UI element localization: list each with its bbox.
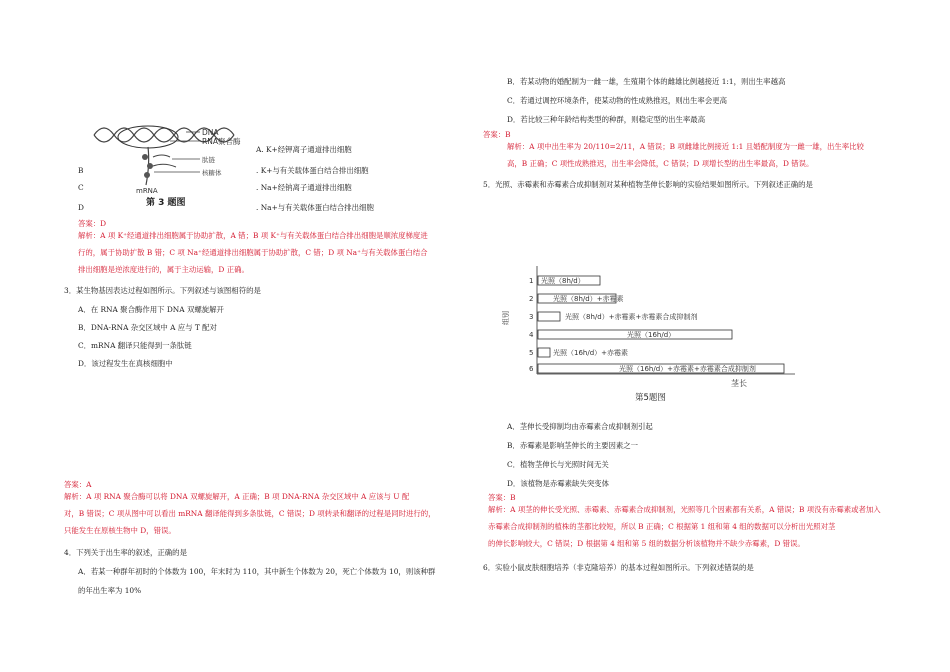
q6-stem: 6．实验小鼠皮肤细胞培养（非克隆培养）的基本过程如图所示。下列叙述错误的是 bbox=[483, 563, 754, 572]
fig5-group-4: 4 bbox=[529, 331, 534, 339]
q5-answer: 答案：B bbox=[488, 493, 516, 502]
fig3-label-dna: DNA bbox=[202, 128, 219, 137]
fig3-label-ribosome: 核糖体 bbox=[202, 169, 222, 177]
fig5-bar-label-1: 光照（8h/d） bbox=[541, 277, 585, 285]
figure-3-gene-expression bbox=[90, 119, 260, 209]
fig5-group-2: 2 bbox=[529, 295, 534, 303]
q5-option-c: C．植物茎伸长与光照时间无关 bbox=[507, 460, 609, 469]
q5-explanation bbox=[488, 501, 881, 552]
ribosome-shape bbox=[144, 172, 150, 178]
q2-answer: 答案：D bbox=[78, 219, 107, 228]
q3-options bbox=[78, 301, 224, 373]
q2-option-b-letter: B bbox=[78, 166, 84, 175]
fig3-label-rna-polymerase: RNA聚合酶 bbox=[202, 137, 241, 146]
q5-options bbox=[507, 417, 653, 493]
q2-option-b: . K+与有关载体蛋白结合排出细胞 bbox=[256, 166, 369, 175]
q2-option-d-letter: D bbox=[78, 203, 84, 212]
q3-option-c: C．mRNA 翻译只能得到一条肽链 bbox=[78, 341, 192, 350]
q4-option-a-line: 的年出生率为 10% bbox=[78, 586, 142, 595]
fig5-group-1: 1 bbox=[529, 277, 534, 285]
q3-answer: 答案：A bbox=[64, 480, 92, 489]
fig3-label-peptide: 肽链 bbox=[202, 156, 215, 164]
q4-explanation-line: 高，B 正确；C 项性成熟推迟，出生率会降低，C 错误；D 项增长型的出生率最高，D 错误。 bbox=[507, 159, 814, 168]
q5-option-b: B．赤霉素是影响茎伸长的主要因素之一 bbox=[507, 441, 639, 450]
fig3-caption: 第 3 题图 bbox=[146, 198, 186, 208]
q4-option-b: B．若某动物的婚配制为一雌一雄，生殖期个体的雌雄比例越接近 1:1，则出生率越高 bbox=[507, 77, 786, 86]
fig5-ylabel: 组别 bbox=[502, 311, 510, 325]
q3-option-b: B．DNA-RNA 杂交区域中 A 应与 T 配对 bbox=[78, 323, 217, 332]
q4-explanation bbox=[507, 138, 864, 172]
q2-explanation-line: 解析：A 项 K⁺经通道排出细胞属于协助扩散，A 错；B 项 K⁺与有关载体蛋白结合排出细胞是顺浓度梯度进 bbox=[78, 231, 428, 240]
q3-explanation-line: 对，B 错误；C 项从图中可以看出 mRNA 翻译能得到多条肽链，C 错误；D 项转录和翻译的过程是同时进行的， bbox=[64, 509, 436, 518]
q5-stem: 5．光照、赤霉素和赤霉素合成抑制剂对某种植物茎伸长影响的实验结果如图所示。下列叙述正确的是 bbox=[483, 180, 813, 189]
fig3-label-mrna: mRNA bbox=[136, 187, 158, 195]
fig5-bar-label-6: 光照（16h/d）+赤霉素+赤霉素合成抑制剂 bbox=[619, 365, 756, 373]
q5-option-a: A．茎伸长受抑制均由赤霉素合成抑制剂引起 bbox=[507, 422, 653, 431]
q3-explanation-line: 只能发生在原核生物中 D，错误。 bbox=[64, 526, 176, 535]
q2-explanation-line: 行的，属于协助扩散 B 错；C 项 Na⁺经通道排出细胞属于协助扩散，C 错；D 项 Na⁺与有关载体蛋白结合 bbox=[78, 248, 428, 257]
fig5-group-6: 6 bbox=[529, 365, 534, 373]
fig5-bar-3 bbox=[538, 312, 560, 321]
fig5-group-3: 3 bbox=[529, 313, 534, 321]
q4-stem: 4．下列关于出生率的叙述，正确的是 bbox=[64, 548, 187, 557]
q2-explanation-line: 排出细胞是逆浓度进行的，属于主动运输，D 正确。 bbox=[78, 265, 249, 274]
peptide-chain-shape bbox=[153, 164, 176, 167]
q5-explanation-line: 的伸长影响较大，C 错误；D 根据第 4 组和第 5 组的数据分析该植物并不缺少赤霉素，D 错误。 bbox=[488, 539, 805, 548]
peptide-chain-shape bbox=[153, 155, 170, 157]
ribosome-shape bbox=[142, 154, 148, 160]
q4-explanation-line: 解析：A 项中出生率为 20/110=2/11，A 错误；B 项雌雄比例接近 1:1 且婚配制度为一雌一雄，出生率比较 bbox=[507, 142, 864, 151]
q2-option-a: A. K+经钾离子通道排出细胞 bbox=[256, 145, 352, 154]
q5-option-d: D．该植物是赤霉素缺失突变体 bbox=[507, 479, 610, 488]
fig5-bar-label-5: 光照（16h/d）+赤霉素 bbox=[553, 349, 629, 357]
q4-answer: 答案：B bbox=[483, 130, 511, 139]
q5-explanation-line: 解析：A 项茎的伸长受光照、赤霉素、赤霉素合成抑制剂，光照等几个因素都有关系，A 错误；B 项没有赤霉素或者加入 bbox=[488, 505, 881, 514]
fig5-xlabel: 茎长 bbox=[731, 379, 747, 388]
fig5-group-5: 5 bbox=[529, 349, 534, 357]
q4-option-d: D．若比较三种年龄结构类型的种群，则稳定型的出生率最高 bbox=[507, 115, 706, 124]
q4-options-cont bbox=[507, 72, 785, 129]
q4-option-a bbox=[78, 562, 435, 600]
q2-option-d: . Na+与有关载体蛋白结合排出细胞 bbox=[256, 203, 374, 212]
q5-explanation-line: 赤霉素合成抑制剂的植株的茎都比较短，所以 B 正确；C 根据第 1 组和第 4 组的数据可以分析出光照对茎 bbox=[488, 522, 836, 531]
q2-option-c: . Na+经钠离子通道排出细胞 bbox=[256, 183, 352, 192]
q3-option-a: A．在 RNA 聚合酶作用下 DNA 双螺旋解开 bbox=[78, 305, 224, 314]
q3-stem: 3．某生物基因表达过程如图所示。下列叙述与该图相符的是 bbox=[64, 286, 261, 295]
fig5-caption: 第5题图 bbox=[635, 393, 666, 403]
ribosome-shape bbox=[147, 163, 153, 169]
q3-explanation bbox=[64, 488, 436, 539]
q4-option-c: C．若通过调控环境条件，使某动物的性成熟推迟，则出生率会更高 bbox=[507, 96, 727, 105]
q3-option-d: D．该过程发生在真核细胞中 bbox=[78, 359, 173, 368]
fig5-bar-label-2: 光照（8h/d）+赤霉素 bbox=[553, 295, 624, 303]
fig5-bar-label-4: 光照（16h/d） bbox=[627, 331, 676, 339]
q3-explanation-line: 解析：A 项 RNA 聚合酶可以将 DNA 双螺旋解开，A 正确；B 项 DNA-RNA 杂交区域中 A 应该与 U 配 bbox=[64, 492, 410, 501]
fig5-bar-5 bbox=[538, 348, 550, 357]
q4-option-a-line: A．若某一种群年初时的个体数为 100，年末时为 110，其中新生个体数为 20，死亡个体数为 10，则该种群 bbox=[78, 567, 436, 576]
q2-explanation bbox=[78, 227, 428, 278]
figure-5-stem-length bbox=[502, 262, 805, 404]
fig5-bar-label-3: 光照（8h/d）+赤霉素+赤霉素合成抑制剂 bbox=[565, 313, 698, 321]
q2-option-c-letter: C bbox=[78, 183, 84, 192]
